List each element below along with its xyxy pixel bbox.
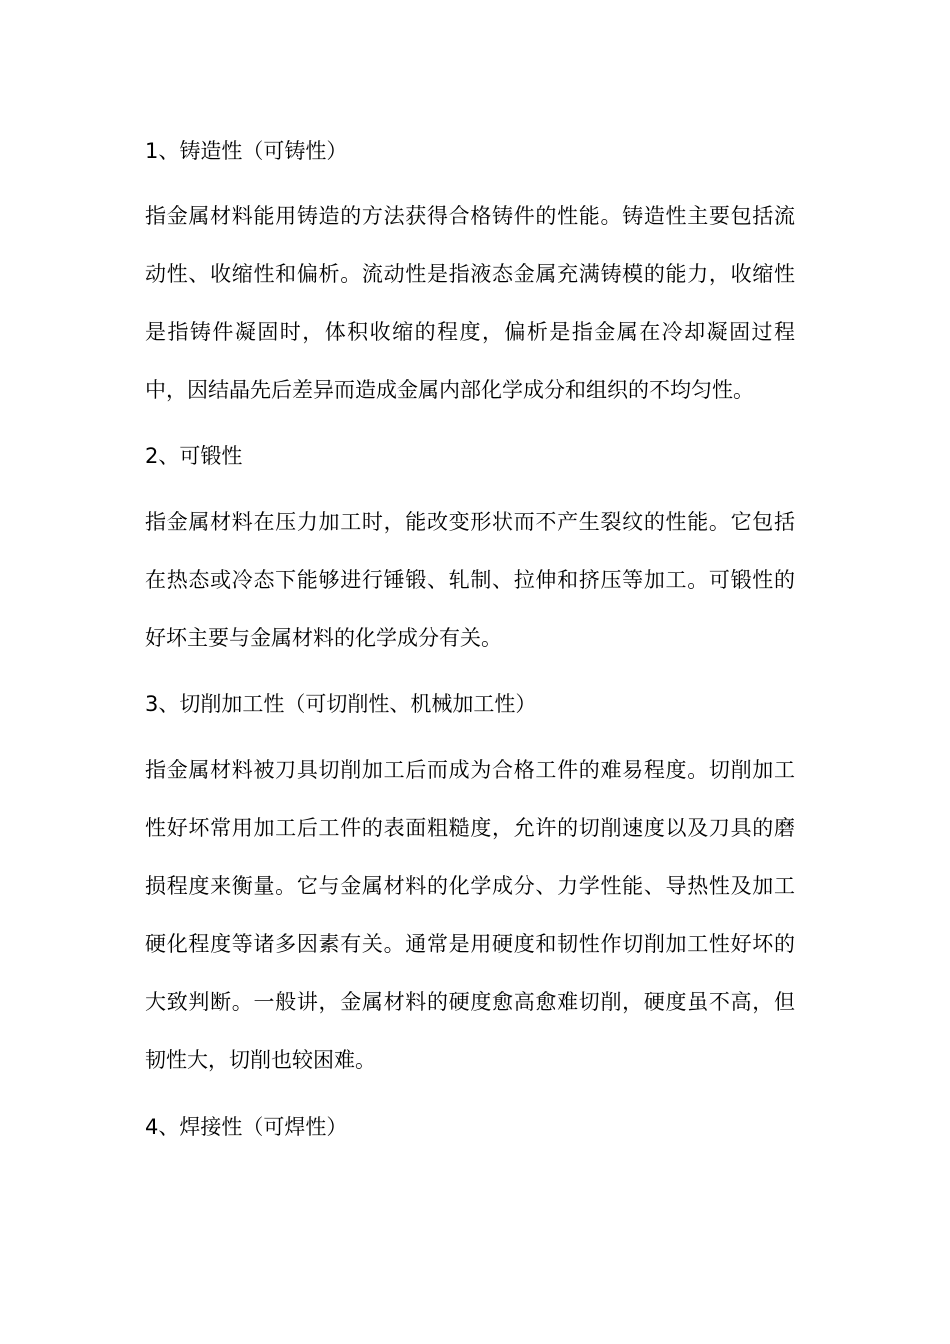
section-body-casting: 指金属材料能用铸造的方法获得合格铸件的性能。铸造性主要包括流动性、收缩性和偏析。流动性是指液态金属充满铸模的能力，收缩性是指铸件凝固时，体积收缩的程度，偏析是指金属在冷却凝固过程中，因结晶先后差异而造成金属内部化学成分和组织的不均匀性。 — [145, 204, 795, 402]
section-body-forgeability: 指金属材料在压力加工时，能改变形状而不产生裂纹的性能。它包括在热态或冷态下能够进行锤锻、轧制、拉伸和挤压等加工。可锻性的好坏主要与金属材料的化学成分有关。 — [145, 510, 795, 650]
section-heading-forgeability: 2、可锻性 — [145, 444, 243, 468]
document-page — [145, 122, 795, 1156]
section-body-machinability: 指金属材料被刀具切削加工后而成为合格工件的难易程度。切削加工性好坏常用加工后工件的表面粗糙度，允许的切削速度以及刀具的磨损程度来衡量。它与金属材料的化学成分、力学性能、导热性及加工硬化程度等诸多因素有关。通常是用硬度和韧性作切削加工性好坏的大致判断。一般讲，金属材料的硬度愈高愈难切削，硬度虽不高，但韧性大，切削也较困难。 — [145, 758, 795, 1072]
section-heading-weldability: 4、焊接性（可焊性） — [145, 1115, 348, 1139]
section-heading-machinability: 3、切削加工性（可切削性、机械加工性） — [145, 692, 537, 716]
section-heading-casting: 1、铸造性（可铸性） — [145, 139, 348, 163]
